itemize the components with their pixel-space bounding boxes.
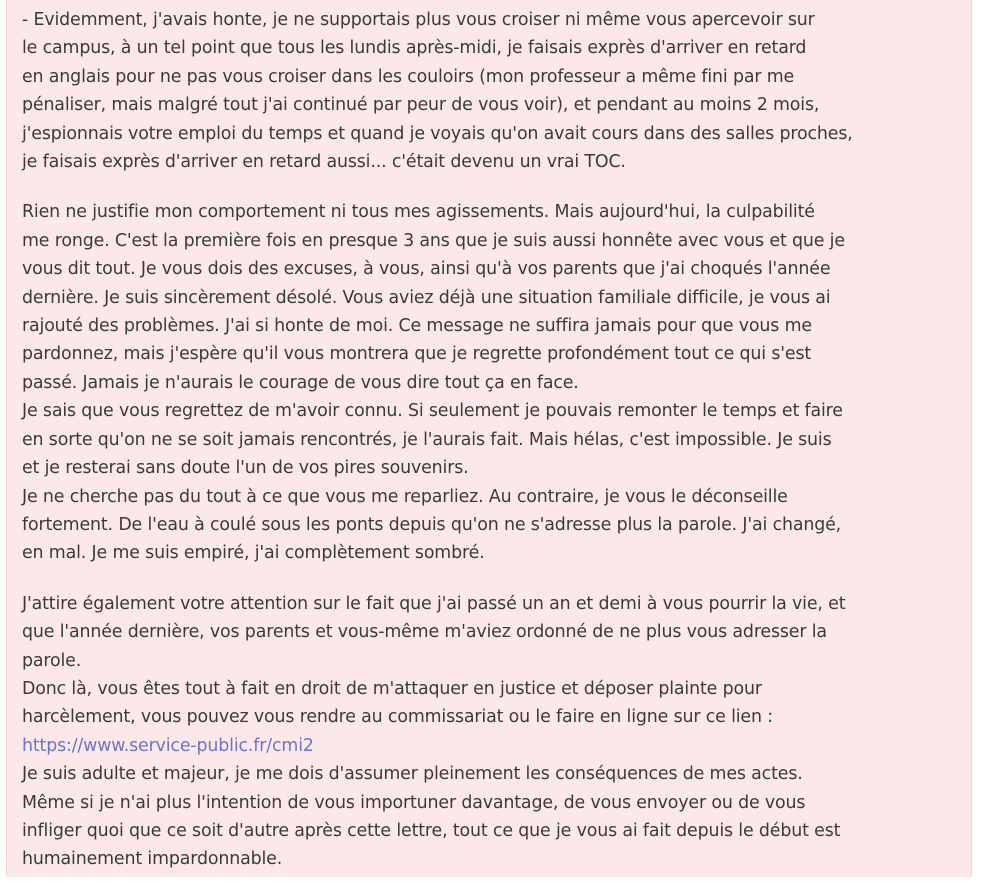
text-line: Je ne cherche pas du tout à ce que vous me reparliez. Au contraire, je vous le déconseille [22, 486, 788, 507]
text-line: et je resterai sans doute l'un de vos pires souvenirs. [22, 458, 469, 479]
service-public-link[interactable]: https://www.service-public.fr/cmi2 [22, 735, 314, 756]
text-line: dernière. Je suis sincèrement désolé. Vous aviez déjà une situation familiale difficile, je vous ai [22, 287, 831, 308]
text-line: en sorte qu'on ne se soit jamais rencontrés, je l'aurais fait. Mais hélas, c'est impossible. Je suis [22, 429, 832, 450]
text-line: rajouté des problèmes. J'ai si honte de moi. Ce message ne suffira jamais pour que vous me [22, 316, 812, 337]
text-line: Même si je n'ai plus l'intention de vous importuner davantage, de vous envoyer ou de vous [22, 792, 806, 813]
text-line: le campus, à un tel point que tous les lundis après-midi, je faisais exprès d'arriver en retard [22, 38, 807, 59]
text-line: j'espionnais votre emploi du temps et quand je voyais qu'on avait cours dans des salles proches, [22, 123, 853, 144]
text-line: infliger quoi que ce soit d'autre après cette lettre, tout ce que je vous ai fait depuis le début est [22, 820, 841, 841]
paragraph-2 [22, 198, 882, 567]
paragraph-1 [22, 6, 882, 176]
text-line: fortement. De l'eau à coulé sous les ponts depuis qu'on ne s'adresse plus la parole. J'ai changé, [22, 514, 842, 535]
text-line: vous dit tout. Je vous dois des excuses, à vous, ainsi qu'à vos parents que j'ai choqués l'année [22, 259, 831, 280]
message-panel [6, 0, 972, 877]
text-line: parole. [22, 650, 82, 671]
text-line: Je suis adulte et majeur, je me dois d'assumer pleinement les conséquences de mes actes. [22, 764, 803, 785]
text-line: J'attire également votre attention sur le fait que j'ai passé un an et demi à vous pourrir la vie, et [22, 593, 846, 614]
text-line: pardonnez, mais j'espère qu'il vous montrera que je regrette profondément tout ce qui s'est [22, 344, 812, 365]
text-line: Je sais que vous regrettez de m'avoir connu. Si seulement je pouvais remonter le temps et faire [22, 401, 843, 422]
text-line-link [22, 732, 882, 760]
letter-body [22, 6, 882, 896]
paragraph-3 [22, 590, 882, 874]
text-line: pénaliser, mais malgré tout j'ai continué par peur de vous voir), et pendant au moins 2 mois, [22, 95, 820, 116]
text-line: je faisais exprès d'arriver en retard aussi... c'était devenu un vrai TOC. [22, 152, 626, 173]
text-line: harcèlement, vous pouvez vous rendre au commissariat ou le faire en ligne sur ce lien : [22, 707, 773, 728]
text-line: en mal. Je me suis empiré, j'ai complètement sombré. [22, 543, 485, 564]
text-line: me ronge. C'est la première fois en presque 3 ans que je suis aussi honnête avec vous et que je [22, 230, 845, 251]
text-line: en anglais pour ne pas vous croiser dans les couloirs (mon professeur a même fini par me [22, 66, 795, 87]
text-line: humainement impardonnable. [22, 849, 283, 870]
text-line: Rien ne justifie mon comportement ni tous mes agissements. Mais aujourd'hui, la culpabilité [22, 202, 815, 223]
text-line: - Evidemment, j'avais honte, je ne supportais plus vous croiser ni même vous apercevoir sur [22, 10, 815, 30]
text-line: Donc là, vous êtes tout à fait en droit de m'attaquer en justice et déposer plainte pour [22, 678, 762, 699]
text-line: passé. Jamais je n'aurais le courage de vous dire tout ça en face. [22, 372, 579, 393]
text-line: que l'année dernière, vos parents et vous-même m'aviez ordonné de ne plus vous adresser la [22, 622, 827, 643]
